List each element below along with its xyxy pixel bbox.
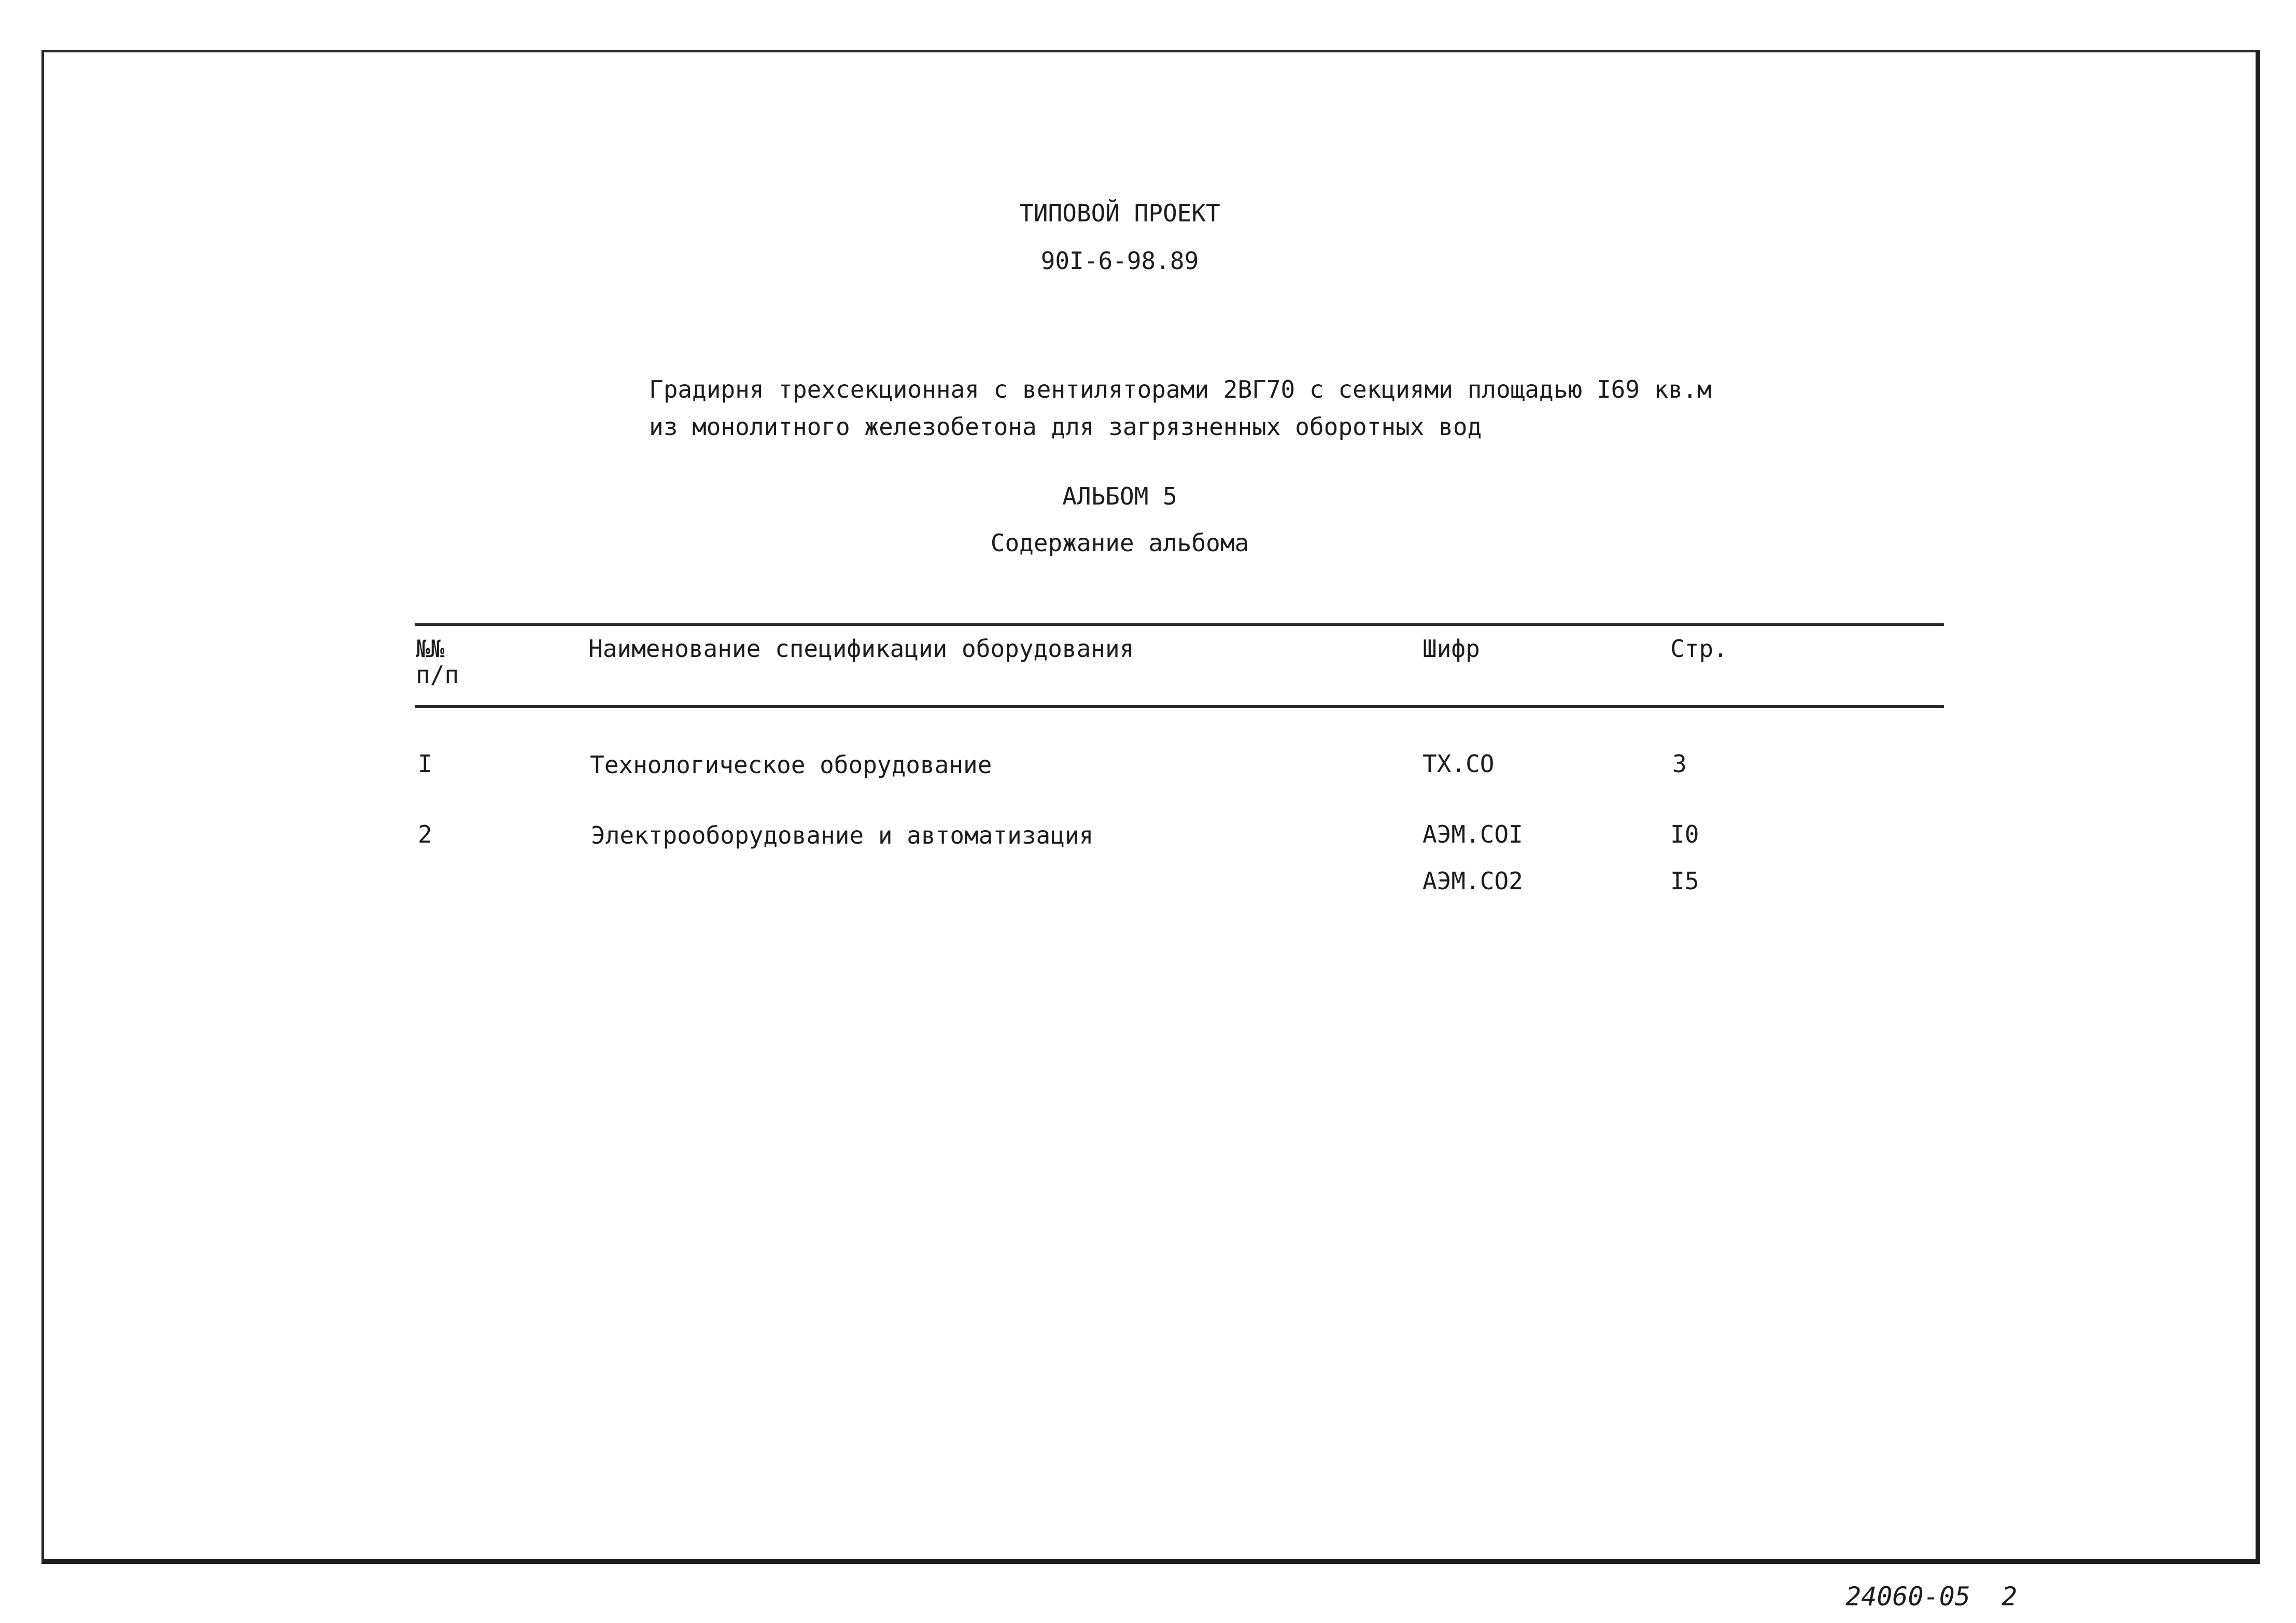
column-header-number-sub: п/п — [416, 661, 459, 689]
table-header-rule — [415, 705, 1944, 708]
album-contents-heading: Содержание альбома — [990, 529, 1249, 557]
project-type-title: ТИПОВОЙ ПРОЕКТ — [1019, 199, 1220, 227]
column-header-code: Шифр — [1422, 635, 1480, 663]
row-number: 2 — [418, 820, 432, 848]
description-line-1: Градирня трехсекционная с вентиляторами 2ВГ70 с секциями площадью I69 кв.м — [649, 375, 1712, 403]
row-number: I — [418, 750, 432, 778]
row-page: I5 — [1670, 867, 1699, 895]
column-header-name: Наименование спецификации оборудования — [588, 635, 1134, 663]
row-code: АЭМ.СО2 — [1422, 867, 1523, 895]
album-title: АЛЬБОМ 5 — [1062, 482, 1177, 510]
table-top-rule — [415, 623, 1944, 626]
sheet-stamp: 24060-05 2 — [1846, 1582, 2018, 1612]
row-name: Электрооборудование и автоматизация — [591, 821, 1094, 849]
row-page: I0 — [1670, 820, 1699, 848]
drawing-frame — [41, 50, 2260, 1564]
description-line-2: из монолитного железобетона для загрязненных оборотных вод — [649, 413, 1482, 441]
project-number: 90I-6-98.89 — [1040, 247, 1199, 275]
row-code: АЭМ.СОI — [1422, 820, 1523, 848]
row-code: ТХ.СО — [1422, 750, 1495, 778]
row-page: 3 — [1672, 750, 1687, 778]
row-name: Технологическое оборудование — [590, 751, 992, 779]
column-header-number: №№ — [416, 635, 445, 663]
column-header-page: Стр. — [1670, 635, 1728, 663]
